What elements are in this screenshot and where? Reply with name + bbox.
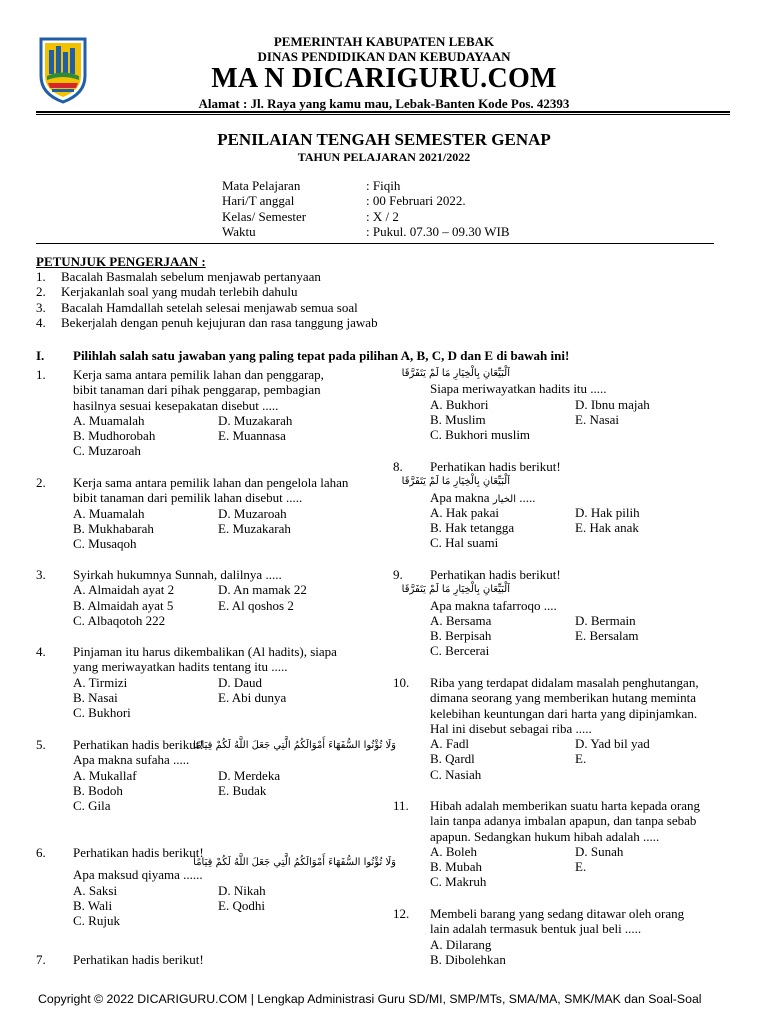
option[interactable]: A. Hak pakai [430,504,499,520]
option[interactable]: E. Al qoshos 2 [218,597,294,613]
option[interactable]: D. Merdeka [218,767,281,783]
list-item: 1. Bacalah Basmalah sebelum menjawab pertanyaan [36,269,321,284]
options [73,883,266,929]
option[interactable]: D. Daud [218,674,263,690]
option[interactable]: C. Muzaroah [73,443,141,459]
option[interactable]: C. Gila [73,798,111,814]
arabic-hadith: اَلْبَيِّعَانِ بِالْخِيَارِ مَا لَمْ يَتَفَرَّقَا [401,584,510,596]
info-value: : X / 2 [366,208,399,224]
regency-logo [38,36,88,104]
arabic-hadith: اَلْبَيِّعَانِ بِالْخِيَارِ مَا لَمْ يَتَفَرَّقَا [401,368,510,379]
list-item: 3. Bacalah Hamdallah setelah selesai menjawab semua soal [36,299,358,315]
options [73,675,337,721]
option[interactable]: D. Bermain [575,612,636,628]
school-address: Alamat : Jl. Raya yang kamu mau, Lebak-Banten Kode Pos. 42393 [198,96,570,111]
option[interactable]: D. Muzakarah [218,412,293,428]
option[interactable]: A. Bukhori [430,396,489,412]
option[interactable]: E. Muzakarah [218,520,291,536]
option[interactable]: A. Boleh [430,843,477,859]
info-key: Mata Pelajaran [222,178,301,193]
arabic-verse: وَلَا تُؤْتُوا السُّفَهَاءَ أَمْوَالَكُمُ الَّتِي جَعَلَ اللَّهُ لَكُمْ قِيَامًا [193,740,396,751]
option[interactable]: C. Musaqoh [73,536,137,552]
option[interactable]: D. Yad bil yad [575,736,650,752]
school-name: MA N DICARIGURU.COM [211,63,557,94]
header-department: DINAS PENDIDIKAN DAN KEBUDAYAAN [257,49,511,64]
info-key: Waktu [222,223,256,239]
option[interactable]: C. Hal suami [430,535,499,551]
options [430,736,699,782]
option[interactable]: B. Hak tetangga [430,520,515,536]
option[interactable]: E. Abi dunya [218,689,287,705]
header-rule [36,111,730,113]
option[interactable]: E. Qodhi [218,897,265,913]
options [73,768,280,814]
info-value: : Fiqih [366,178,401,193]
info-rule [36,243,714,244]
header-rule-thin [36,114,730,115]
section-heading: I. Pilihlah salah satu jawaban yang paling tepat pada pilihan A, B, C, D dan E di bawah ini! [36,348,570,363]
option[interactable]: A. Almaidah ayat 2 [73,582,175,598]
option[interactable]: C. Bukhori muslim [430,427,531,443]
header-government: PEMERINTAH KABUPATEN LEBAK [273,34,495,49]
option[interactable]: B. Dibolehkan [430,951,506,967]
instructions-list [36,269,378,330]
option[interactable]: B. Bodoh [73,782,123,798]
option[interactable]: E. Budak [218,782,267,798]
option[interactable]: A. Mukallaf [73,767,137,783]
option[interactable]: A. Tirmizi [73,674,128,690]
option[interactable]: D. An mamak 22 [218,582,307,598]
option[interactable]: E. [575,751,587,767]
list-item: 4. Bekerjalah dengan penuh kejujuran dan rasa tanggung jawab [36,314,378,330]
options [73,413,324,459]
option[interactable]: D. Ibnu majah [575,396,650,412]
option[interactable]: E. Nasai [575,411,620,427]
option[interactable]: B. Qardl [430,751,475,767]
option[interactable]: A. Muamalah [73,505,145,521]
info-row [222,178,510,193]
option[interactable]: A. Saksi [73,882,118,898]
exam-year: TAHUN PELAJARAN 2021/2022 [297,150,471,164]
options [73,582,307,628]
option[interactable]: B. Berpisah [430,628,492,644]
options [430,844,700,890]
option[interactable]: B. Mubah [430,859,482,875]
info-row [222,209,510,224]
option[interactable]: A. Fadl [430,736,469,752]
option[interactable]: C. Bukhori [73,705,131,721]
option[interactable]: C. Rujuk [73,913,120,929]
arabic-word: الخيار [492,493,516,505]
option[interactable]: E. Hak anak [575,520,639,536]
option[interactable]: C. Bercerai [430,643,490,659]
option[interactable]: B. Muslim [430,411,486,427]
option[interactable]: A. Bersama [430,612,492,628]
option[interactable]: A. Dilarang [430,936,492,952]
option[interactable]: C. Nasiah [430,766,482,782]
list-item: 2. Kerjakanlah soal yang mudah terlebih dahulu [36,284,298,300]
options [430,505,640,551]
options [430,397,650,443]
options [430,937,684,968]
info-key: Kelas/ Semester [222,208,307,224]
exam-info [222,178,510,239]
instructions-title: PETUNJUK PENGERJAAN : [36,254,206,269]
option[interactable]: A. Muamalah [73,412,145,428]
option[interactable]: C. Albaqotoh 222 [73,612,166,628]
arabic-verse: وَلَا تُؤْتُوا السُّفَهَاءَ أَمْوَالَكُمُ الَّتِي جَعَلَ اللَّهُ لَكُمْ قِيَامًا [193,857,396,868]
option[interactable]: D. Hak pilih [575,504,640,520]
option[interactable]: E. Bersalam [575,628,639,644]
option[interactable]: B. Mukhabarah [73,520,154,536]
info-value: : 00 Februari 2022. [366,193,466,209]
exam-title: PENILAIAN TENGAH SEMESTER GENAP [217,130,551,149]
info-value: : Pukul. 07.30 – 09.30 WIB [366,223,510,239]
arabic-hadith: اَلْبَيِّعَانِ بِالْخِيَارِ مَا لَمْ يَتَفَرَّقَا [401,476,510,488]
option[interactable]: D. Nikah [218,882,266,898]
option[interactable]: D. Sunah [575,843,624,859]
option[interactable]: B. Almaidah ayat 5 [73,597,174,613]
option[interactable]: C. Makruh [430,874,487,890]
info-row [222,193,510,208]
option[interactable]: B. Mudhorobah [73,428,156,444]
info-key: Hari/T anggal [222,193,295,209]
option[interactable]: D. Muzaroah [218,505,287,521]
info-row [222,224,510,239]
options [430,613,639,659]
option[interactable]: E. Muannasa [218,428,286,444]
option[interactable]: B. Nasai [73,689,118,705]
option[interactable]: B. Wali [73,897,113,913]
options [73,506,348,552]
option[interactable]: E. [575,859,587,875]
footer-copyright: Copyright © 2022 DICARIGURU.COM | Lengkap Administrasi Guru SD/MI, SMP/MTs, SMA/MA, SMK/MAK dan Soal-Soal [38,992,702,1006]
